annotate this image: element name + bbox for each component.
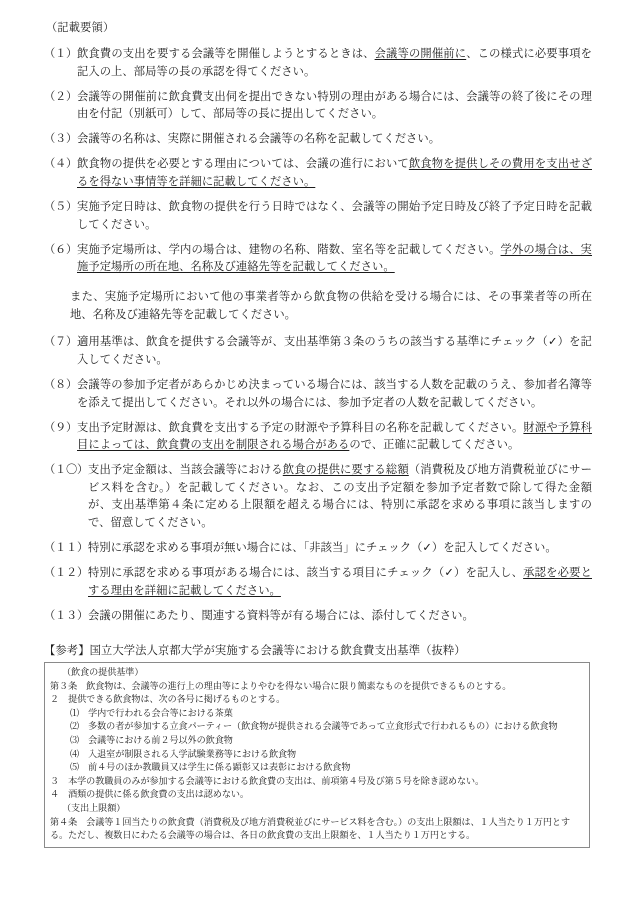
reference-line: ３ 本学の教職員のみが参加する会議等における飲食費の支出は、前項第４号及び第５号を除き認めない。 bbox=[50, 775, 485, 786]
reference-line: ４ 酒類の提供に係る飲食費の支出は認めない。 bbox=[50, 789, 249, 800]
plain-text: 会議の開催にあたり、関連する資料等が有る場合には、添付してください。 bbox=[88, 609, 474, 622]
instruction-item-number: （１２） bbox=[44, 567, 88, 580]
reference-line: ２ 提供できる飲食物は、次の各号に掲げるものとする。 bbox=[50, 694, 286, 705]
instruction-item-text bbox=[88, 462, 592, 532]
instruction-item-text bbox=[77, 377, 592, 412]
plain-text: 適用基準は、飲食を提供する会議等が、支出基準第３条のうちの該当する基準にチェック（✓）を記入してください。 bbox=[77, 336, 592, 366]
instruction-item-text bbox=[88, 565, 592, 600]
emphasized-text: 会議等の開催前に bbox=[374, 48, 467, 60]
page-title: （記載要領） bbox=[46, 22, 115, 34]
instruction-item-text bbox=[77, 156, 592, 191]
instruction-item-number: （５） bbox=[44, 201, 77, 214]
reference-line: ⑸ 前４号のほか教職員又は学生に係る顕彰又は表彰における飲食物 bbox=[70, 762, 351, 773]
instruction-item-text bbox=[77, 131, 592, 149]
reference-line: （支出上限額） bbox=[62, 802, 126, 813]
instruction-item bbox=[44, 131, 592, 149]
instruction-item-number: （２） bbox=[44, 90, 77, 103]
instruction-item bbox=[44, 89, 592, 124]
instruction-item bbox=[44, 540, 592, 558]
reference-box bbox=[44, 662, 590, 848]
reference-line: ⑴ 学内で行われる会合等における茶菓 bbox=[70, 707, 233, 718]
instruction-item-number: （１） bbox=[44, 48, 77, 60]
plain-text: 実施予定場所は、学内の場合は、建物の名称、階数、室名等を記載してください。 bbox=[77, 243, 501, 256]
instruction-item bbox=[44, 420, 592, 455]
plain-text: 会議等の名称は、実際に開催される会議等の名称を記載してください。 bbox=[77, 133, 441, 146]
plain-text: 飲食物の提供を必要とする理由については、会議の進行において bbox=[77, 158, 409, 171]
instruction-item-number: （８） bbox=[44, 378, 77, 391]
plain-text: 支出予定財源は、飲食費を支出する予定の財源や予算科目の名称を記載してください。 bbox=[77, 421, 524, 434]
instruction-item bbox=[44, 608, 592, 626]
instruction-item-number: （７） bbox=[44, 336, 77, 349]
emphasized-text: 財源や予算科目によっては、飲食費の支出を制限される場合がある bbox=[77, 421, 592, 452]
instruction-item bbox=[44, 334, 592, 369]
instruction-item-number: （３） bbox=[44, 133, 77, 146]
instruction-item-number: （４） bbox=[44, 158, 77, 171]
plain-text: 実施予定日時は、飲食物の提供を行う日時ではなく、会議等の開始予定日時及び終了予定日時を記載してください。 bbox=[77, 201, 592, 231]
instruction-item-number: （９） bbox=[44, 421, 77, 434]
emphasized-text: 承認を必要とする理由を詳細に記載してください。 bbox=[88, 567, 592, 597]
reference-line: ⑵ 多数の者が参加する立食パーティー（飲食物が提供される会議等であって立食形式で行われるもの）における飲食物 bbox=[70, 721, 558, 732]
plain-text: （消費税及び地方消費税並びにサービス料を含む。）を記載してください。なお、この支出予定額を参加予定者数で除して得た金額が、支出基準第４条に定める上限額を超える場合には、特別に承認を求める事項に該当しますので、留意してください。 bbox=[88, 464, 592, 530]
reference-line: ⑷ 入退室が制限される入学試験業務等における飲食物 bbox=[70, 748, 297, 759]
instruction-item-number: （１３） bbox=[44, 609, 88, 622]
instruction-item bbox=[44, 156, 592, 191]
reference-line: ⑶ 会議等における前２号以外の飲食物 bbox=[70, 734, 233, 745]
instruction-item-text bbox=[88, 608, 592, 626]
plain-text: 、この様式に必要事項を記入の上、部局等の長の承認を得てください。 bbox=[77, 48, 592, 78]
plain-text: 特別に承認を求める事項が無い場合には、「非該当」にチェック（✓）を記入してください。 bbox=[88, 542, 557, 555]
instruction-item bbox=[44, 565, 592, 600]
instruction-item-text bbox=[77, 46, 592, 81]
instruction-item-number: （１〇） bbox=[44, 464, 88, 477]
instruction-item-number: （６） bbox=[44, 243, 77, 256]
emphasized-text: 飲食の提供に要する総額 bbox=[282, 464, 409, 477]
instruction-item-text bbox=[77, 242, 592, 277]
plain-text: 飲食費の支出を要する会議等を開催しようとするときは、 bbox=[77, 48, 375, 60]
instruction-item bbox=[44, 462, 592, 532]
emphasized-text: 学外の場合は、実施予定場所の所在地、名称及び連絡先等を記載してください。 bbox=[77, 243, 593, 274]
plain-text: 特別に承認を求める事項がある場合には、該当する項目にチェック（✓）を記入し、 bbox=[88, 567, 524, 580]
instruction-item-number: （１１） bbox=[44, 542, 88, 555]
plain-text: 会議等の開催前に飲食費支出伺を提出できない特別の理由がある場合には、会議等の終了後にその理由を付記（別紙可）して、部局等の長に提出してください。 bbox=[77, 90, 592, 121]
instruction-item bbox=[44, 199, 592, 234]
instruction-item-extra-paragraph: また、実施予定場所において他の事業者等から飲食物の供給を受ける場合には、その事業者等の所在地、名称及び連絡先等を記載してください。 bbox=[70, 291, 592, 321]
instruction-item-text bbox=[88, 540, 592, 558]
reference-line: 第３条 飲食物は、会議等の進行上の理由等によりやむを得ない場合に限り簡素なものを提供できるものとする。 bbox=[50, 680, 512, 691]
reference-line: （飲食の提供基準） bbox=[62, 667, 144, 677]
emphasized-text: 飲食物を提供しその費用を支出せざるを得ない事情等を詳細に記載してください。 bbox=[77, 158, 592, 189]
instruction-item-text bbox=[77, 199, 592, 234]
instruction-list bbox=[44, 46, 592, 633]
instruction-item bbox=[44, 46, 592, 81]
reference-title: 【参考】国立大学法人京都大学が実施する会議等における飲食費支出基準（抜粋） bbox=[44, 645, 466, 657]
plain-text: 会議等の参加予定者があらかじめ決まっている場合には、該当する人数を記載のうえ、参加者名簿等を添えて提出してください。それ以外の場合には、参加予定者の人数を記載してください。 bbox=[77, 378, 592, 409]
plain-text: 支出予定金額は、当該会議等における bbox=[88, 464, 283, 477]
instruction-item-text bbox=[77, 420, 592, 455]
instruction-item bbox=[44, 377, 592, 412]
instruction-item-text bbox=[77, 334, 592, 369]
reference-line: 第４条 会議等１回当たりの飲食費（消費税及び地方消費税並びにサービス料を含む。）の支出上限額は、１人当たり１万円とする。ただし、複数日にわたる会議等の場合は、各日の飲食費の支出上限額を、１人当たり１万円とする。 bbox=[50, 816, 570, 841]
plain-text: ので、正確に記載してください。 bbox=[349, 439, 520, 452]
instruction-item-text bbox=[77, 89, 592, 124]
instruction-item bbox=[44, 242, 592, 277]
reference-section bbox=[44, 643, 590, 848]
